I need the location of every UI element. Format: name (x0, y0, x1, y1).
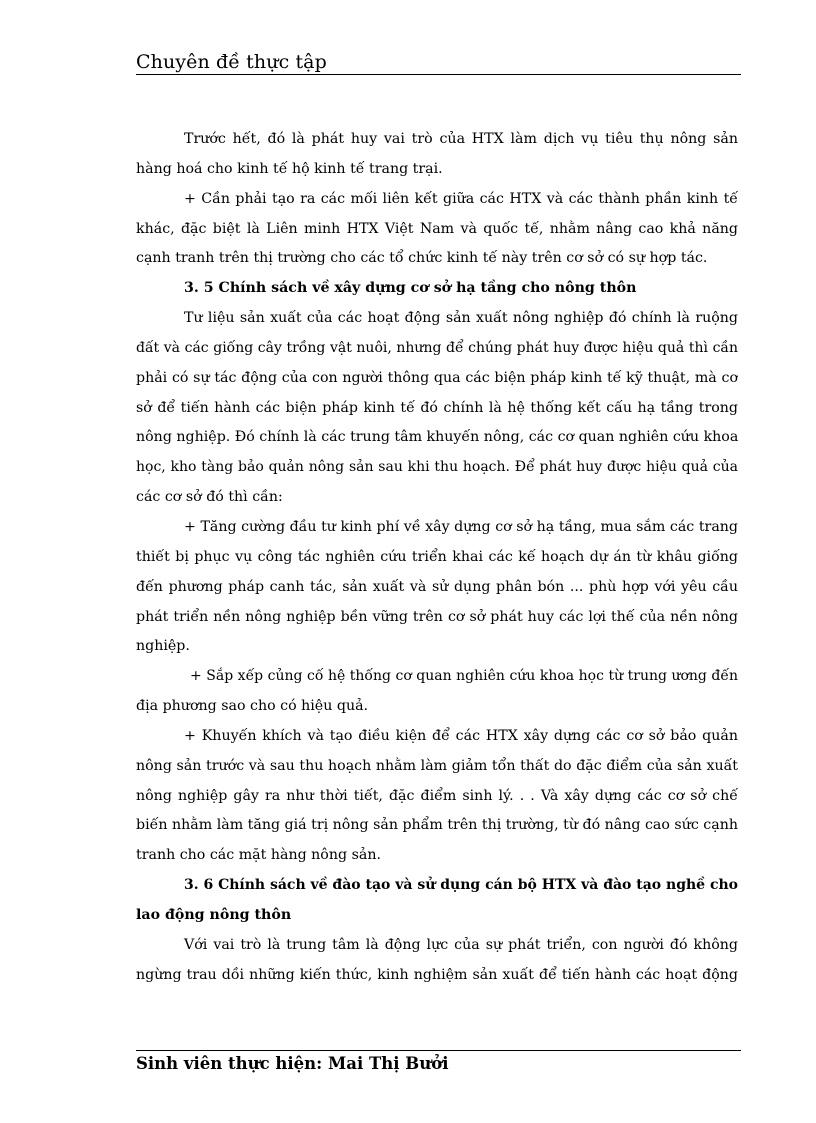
paragraph-line: khác, đặc biệt là Liên minh HTX Việt Nam và quốc tế, nhằm nâng cao khả năng (136, 220, 738, 237)
section-heading: 3. 6 Chính sách về đào tạo và sử dụng cán bộ HTX và đào tạo nghề cho (184, 877, 738, 894)
paragraph-line: + Sắp xếp củng cố hệ thống cơ quan nghiên cứu khoa học từ trung ương đến (190, 668, 738, 685)
paragraph-line: + Tăng cường đầu tư kinh phí về xây dựng cơ sở hạ tầng, mua sắm các trang (184, 518, 738, 535)
paragraph-line: các cơ sở đó thì cần: (136, 489, 283, 506)
page-header (136, 48, 741, 75)
paragraph-line: đất và các giống cây trồng vật nuôi, nhưng để chúng phát huy được hiệu quả thì cần (136, 339, 738, 356)
header-title: Chuyên đề thực tập (136, 51, 327, 73)
section-heading: 3. 5 Chính sách về xây dựng cơ sở hạ tầng cho nông thôn (184, 280, 637, 297)
section-heading-continued: lao động nông thôn (136, 906, 292, 923)
paragraph-line: cạnh tranh trên thị trường cho các tổ chức kinh tế này trên cơ sở có sự hợp tác. (136, 250, 708, 267)
paragraph-line: Tư liệu sản xuất của các hoạt động sản xuất nông nghiệp đó chính là ruộng (184, 310, 738, 327)
paragraph-line: học, kho tàng bảo quản nông sản sau khi thu hoạch. Để phát huy được hiệu quả của (136, 459, 738, 476)
paragraph-line: nông nghiệp gây ra như thời tiết, đặc điểm sinh lý. . . Và xây dựng các cơ sở chế (136, 787, 738, 804)
paragraph-line: + Cần phải tạo ra các mối liên kết giữa các HTX và các thành phần kinh tế (184, 190, 738, 207)
paragraph-line: sở để tiến hành các biện pháp kinh tế đó chính là hệ thống kết cấu hạ tầng trong (136, 399, 738, 416)
paragraph-line: phát triển nền nông nghiệp bền vững trên cơ sở phát huy các lợi thế của nền nông (136, 608, 738, 625)
page-footer (136, 1050, 741, 1073)
paragraph-line: nông sản trước và sau thu hoạch nhằm làm giảm tổn thất do đặc điểm của sản xuất (136, 757, 738, 774)
paragraph-line: nghiệp. (136, 638, 190, 655)
paragraph-line: hàng hoá cho kinh tế hộ kinh tế trang trại. (136, 160, 443, 177)
paragraph-line: địa phương sao cho có hiệu quả. (136, 698, 369, 715)
paragraph-line: thiết bị phục vụ công tác nghiên cứu triển khai các kế hoạch dự án từ khâu giống (136, 548, 738, 565)
paragraph-line: phải có sự tác động của con người thông qua các biện pháp kinh tế kỹ thuật, mà cơ (136, 369, 738, 386)
paragraph-line: đến phương pháp canh tác, sản xuất và sử dụng phân bón ... phù hợp với yêu cầu (136, 578, 738, 595)
paragraph-line: Với vai trò là trung tâm là động lực của sự phát triển, con người đó không (184, 936, 738, 953)
page-body (136, 125, 738, 990)
paragraph-line: tranh cho các mặt hàng nông sản. (136, 847, 381, 864)
paragraph-line: nông nghiệp. Đó chính là các trung tâm khuyến nông, các cơ quan nghiên cứu khoa (136, 429, 738, 446)
paragraph-line: Trước hết, đó là phát huy vai trò của HTX làm dịch vụ tiêu thụ nông sản (184, 131, 738, 147)
paragraph-line: biến nhằm làm tăng giá trị nông sản phẩm trên thị trường, từ đó nâng cao sức cạnh (136, 817, 738, 834)
paragraph-line: ngừng trau dồi những kiến thức, kinh nghiệm sản xuất để tiến hành các hoạt động (136, 966, 738, 983)
footer-author: Sinh viên thực hiện: Mai Thị Bưởi (136, 1054, 449, 1073)
paragraph-line: + Khuyến khích và tạo điều kiện để các HTX xây dựng các cơ sở bảo quản (184, 727, 738, 744)
